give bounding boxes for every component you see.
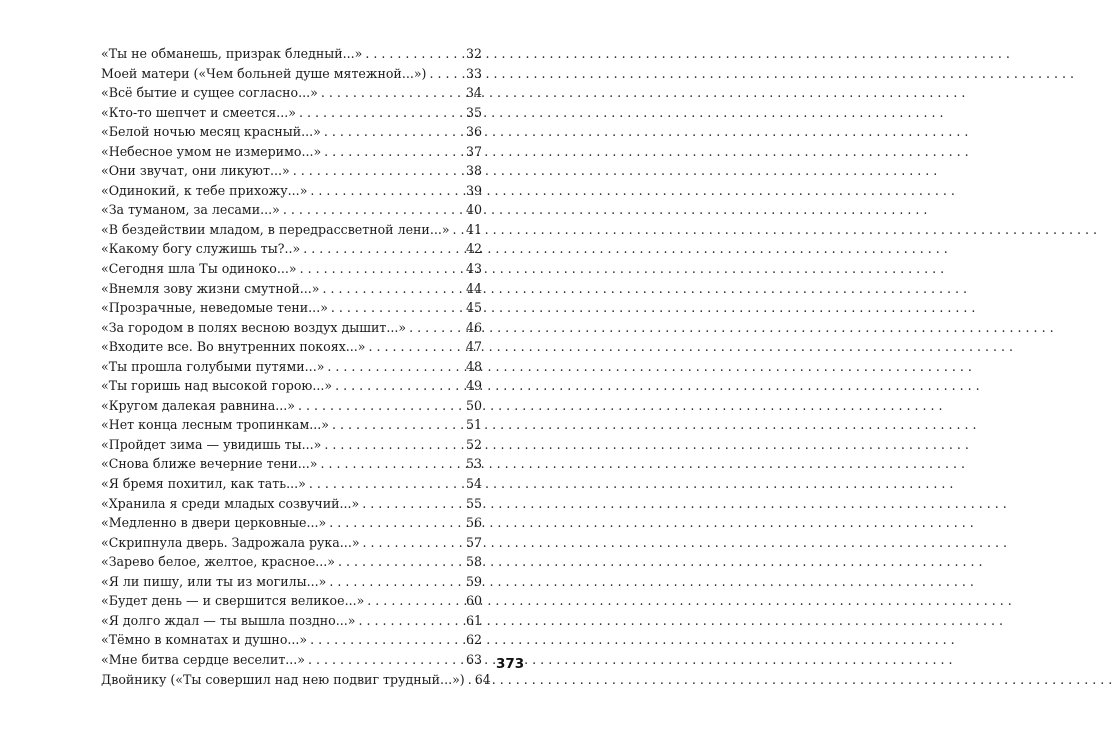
- dot-leader: [468, 670, 474, 690]
- dot-leader: [363, 533, 465, 553]
- toc-entry-title: «Нет конца лесным тропинкам...»: [101, 417, 329, 433]
- toc-entry: [101, 279, 482, 299]
- dot-leader: [321, 454, 465, 474]
- toc-entry-title: «Скрипнула дверь. Задрожала рука...»: [101, 534, 360, 550]
- toc-entry-page: 52: [465, 436, 482, 452]
- table-of-contents: [101, 44, 491, 689]
- toc-entry-page: 56: [465, 515, 482, 531]
- toc-entry: [101, 396, 482, 416]
- dot-leader: [409, 318, 465, 338]
- dot-leader: [331, 298, 465, 318]
- toc-entry-title: «Зарево белое, желтое, красное...»: [101, 554, 336, 570]
- toc-entry-title: «Какому богу служишь ты?..»: [101, 241, 301, 257]
- dot-leader: [327, 357, 465, 377]
- toc-entry: [101, 630, 482, 650]
- toc-entry-title: «В бездействии младом, в передрассветной лени...»: [101, 221, 450, 237]
- dot-leader: [365, 44, 465, 64]
- toc-entry: [101, 611, 482, 631]
- toc-entry-page: 37: [465, 143, 482, 159]
- toc-entry-title: «Внемля зову жизни смутной...»: [101, 280, 320, 296]
- toc-entry-page: 38: [465, 163, 482, 179]
- toc-entry: [101, 239, 482, 259]
- dot-leader: [293, 161, 465, 181]
- toc-entry-title: «Ты горишь над высокой горою...»: [101, 378, 333, 394]
- toc-entry-title: «Небесное умом не измеримо...»: [101, 143, 322, 159]
- toc-entry-page: 49: [465, 378, 482, 394]
- toc-entry: [101, 376, 482, 396]
- dot-leader: [324, 142, 465, 162]
- toc-entry-page: 36: [465, 124, 482, 140]
- toc-entry: [101, 298, 482, 318]
- dot-leader: [338, 552, 465, 572]
- toc-entry-title: «Ты не обманешь, призрак бледный...»: [101, 46, 363, 61]
- toc-entry: [101, 513, 482, 533]
- toc-entry-title: «Прозрачные, неведомые тени...»: [101, 300, 328, 316]
- dot-leader: [322, 279, 465, 299]
- toc-entry: [101, 64, 482, 84]
- toc-entry: [101, 83, 482, 103]
- toc-entry-page: 63: [465, 651, 482, 667]
- toc-entry-page: 54: [465, 476, 482, 492]
- toc-entry-title: «Будет день — и свершится великое...»: [101, 593, 365, 609]
- toc-entry-title: «Пройдет зима — увидишь ты...»: [101, 436, 322, 452]
- toc-entry-page: 55: [465, 495, 482, 511]
- toc-entry-title: «За туманом, за лесами...»: [101, 202, 280, 218]
- toc-entry-title: «Сегодня шла Ты одиноко...»: [101, 261, 297, 277]
- toc-entry-page: 57: [465, 534, 482, 550]
- toc-entry-page: 42: [465, 241, 482, 257]
- toc-entry-page: 41: [465, 221, 482, 237]
- dot-leader: [453, 220, 465, 240]
- toc-entry-page: 35: [465, 104, 482, 120]
- toc-entry-page: 59: [465, 573, 482, 589]
- dot-leader: [308, 650, 465, 670]
- toc-entry: [101, 200, 482, 220]
- toc-entry: [101, 533, 482, 553]
- toc-entry: [101, 103, 482, 123]
- toc-entry-title: «Входите все. Во внутренних покоях...»: [101, 339, 366, 355]
- toc-entry-title: «Кругом далекая равнина...»: [101, 397, 296, 413]
- toc-entry: [101, 435, 482, 455]
- toc-entry-page: 62: [465, 632, 482, 648]
- toc-entry-title: «Я бремя похитил, как тать...»: [101, 476, 306, 492]
- dot-leader: [310, 181, 465, 201]
- toc-entry: [101, 161, 482, 181]
- toc-entry: [101, 650, 482, 670]
- toc-entry-page: 32: [465, 46, 482, 61]
- dot-leader: [358, 611, 465, 631]
- toc-entry: [101, 591, 482, 611]
- dot-leader: [369, 337, 465, 357]
- toc-entry: [101, 181, 482, 201]
- toc-entry-page: 40: [465, 202, 482, 218]
- toc-entry-title: «Я ли пишу, или ты из могилы...»: [101, 573, 327, 589]
- toc-entry-page: 60: [465, 593, 482, 609]
- toc-entry: [101, 552, 482, 572]
- dot-leader: [332, 415, 465, 435]
- toc-entry-title: «Одинокий, к тебе прихожу...»: [101, 182, 308, 198]
- toc-entry: [101, 454, 482, 474]
- dot-leader: [310, 630, 465, 650]
- toc-entry-title: «Мне битва сердце веселит...»: [101, 651, 305, 667]
- toc-entry: [101, 572, 482, 592]
- toc-entry-page: 33: [465, 65, 482, 81]
- toc-entry-title: «Белой ночью месяц красный...»: [101, 124, 321, 140]
- toc-entry-title: «Я долго ждал — ты вышла поздно...»: [101, 612, 356, 628]
- toc-entry-page: 51: [465, 417, 482, 433]
- toc-entry-page: 44: [465, 280, 482, 296]
- dot-leader: [300, 259, 465, 279]
- toc-entry-title: «За городом в полях весною воздух дышит...»: [101, 319, 407, 335]
- toc-entry-page: 46: [465, 319, 482, 335]
- dot-leader: [283, 200, 465, 220]
- toc-entry-page: 47: [465, 339, 482, 355]
- dot-leader: [299, 103, 465, 123]
- dot-leader: [324, 122, 465, 142]
- toc-entry: [101, 259, 482, 279]
- toc-entry: [101, 318, 482, 338]
- toc-entry: [101, 357, 482, 377]
- toc-entry-title: «Медленно в двери церковные...»: [101, 515, 327, 531]
- toc-entry-page: 53: [465, 456, 482, 472]
- toc-entry-page: 64: [474, 671, 491, 687]
- dot-leader: [362, 494, 465, 514]
- toc-entry-title: Моей матери («Чем больней душе мятежной...»): [101, 65, 427, 81]
- dot-leader: [321, 83, 465, 103]
- toc-entry: [101, 337, 482, 357]
- toc-entry-page: 50: [465, 397, 482, 413]
- toc-entry-page: 39: [465, 182, 482, 198]
- toc-entry-title: «Ты прошла голубыми путями...»: [101, 358, 325, 374]
- toc-entry-title: «Тёмно в комнатах и душно...»: [101, 632, 308, 648]
- toc-entry: [101, 122, 482, 142]
- toc-entry-page: 48: [465, 358, 482, 374]
- toc-entry-title: Двойнику («Ты совершил над нею подвиг трудный...»): [101, 671, 465, 687]
- dot-leader: [335, 376, 465, 396]
- dot-leader: [324, 435, 465, 455]
- toc-entry-title: «Они звучат, они ликуют...»: [101, 163, 290, 179]
- dot-leader: [329, 572, 465, 592]
- toc-entry-page: 34: [465, 85, 482, 101]
- toc-entry-page: 45: [465, 300, 482, 316]
- toc-entry: [101, 415, 482, 435]
- dot-leader: [298, 396, 465, 416]
- toc-entry-title: «Кто-то шепчет и смеется...»: [101, 104, 296, 120]
- toc-entry: [101, 220, 482, 240]
- toc-entry: [101, 142, 482, 162]
- toc-entry: [101, 494, 482, 514]
- dot-leader: [329, 513, 465, 533]
- toc-entry: [101, 474, 482, 494]
- page-number: 373: [496, 656, 525, 672]
- dot-leader: [367, 591, 465, 611]
- toc-entry-page: 43: [465, 261, 482, 277]
- toc-entry-title: «Хранила я среди младых созвучий...»: [101, 495, 360, 511]
- dot-leader: [429, 64, 465, 84]
- toc-entry-page: 58: [465, 554, 482, 570]
- dot-leader: [309, 474, 465, 494]
- dot-leader: [303, 239, 465, 259]
- toc-entry: [101, 670, 491, 690]
- toc-entry: [101, 44, 482, 64]
- toc-entry-title: «Снова ближе вечерние тени...»: [101, 456, 318, 472]
- toc-entry-page: 61: [465, 612, 482, 628]
- toc-entry-title: «Всё бытие и сущее согласно...»: [101, 85, 318, 101]
